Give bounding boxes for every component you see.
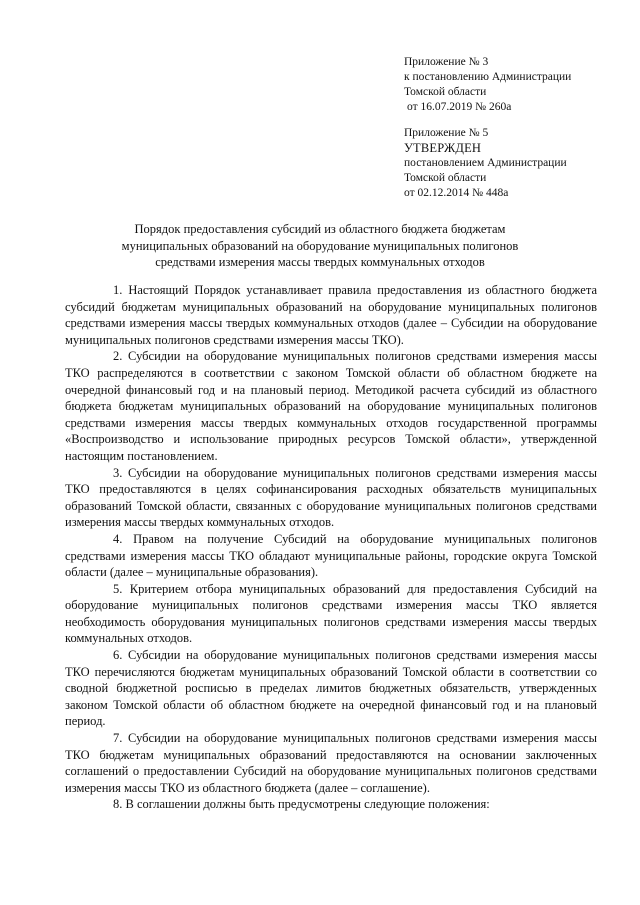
appendix-5-header xyxy=(404,126,567,201)
paragraph-8: 8. В соглашении должны быть предусмотрены следующие положения: xyxy=(113,797,490,812)
appendix-3-number: Приложение № 3 xyxy=(404,56,489,68)
title-line: Порядок предоставления субсидий из областного бюджета бюджетам xyxy=(134,222,506,236)
paragraph-2: 2. Субсидии на оборудование муниципальных полигонов средствами измерения массы ТКО распределяются в соответствии с законом Томской области об областном бюджете на очередной финансовый год и на плановый период. Методикой расчета субсидий из областного бюджета бюджетам муниципальных образований на оборудование муниципальных полигонов средствами измерения массы твердых коммунальных отходов государственной программы «Воспроизводство и использование природных ресурсов Томской области», утвержденной настоящим постановлением. xyxy=(65,349,597,463)
paragraph-4: 4. Правом на получение Субсидий на оборудование муниципальных полигонов средствами измерения массы ТКО обладают муниципальные районы, городские округа Томской области (далее – муниципальные образования). xyxy=(65,531,597,580)
paragraph-5: 5. Критерием отбора муниципальных образований для предоставления Субсидий на оборудование муниципальных полигонов средствами измерения массы ТКО является необходимость оборудования муниципальных полигонов средствами измерения массы твердых коммунальных отходов. xyxy=(65,581,597,646)
appendix-3-reference: к постановлению Администрации xyxy=(404,71,572,83)
appendix-3-header xyxy=(404,55,571,115)
paragraph-7: 7. Субсидии на оборудование муниципальных полигонов средствами измерения массы ТКО бюджетам муниципальных образований предоставляются на основании заключенных соглашений о предоставлении Субсидий на оборудование муниципальных полигонов средствами измерения массы ТКО из областного бюджета (далее – соглашение). xyxy=(65,731,597,795)
appendix-3-date: от 16.07.2019 № 260а xyxy=(407,101,512,113)
paragraph-6: 6. Субсидии на оборудование муниципальных полигонов средствами измерения массы ТКО перечисляются бюджетам муниципальных образований Томской области в соответствии со сводной бюджетной росписью в пределах лимитов бюджетных обязательств, утвержденных законом Томской области об областном бюджете на очередной финансовый год и на плановый период. xyxy=(65,648,597,729)
approved-label: УТВЕРЖДЕН xyxy=(404,141,482,155)
title-line: муниципальных образований на оборудование муниципальных полигонов xyxy=(121,238,519,253)
title-line: средствами измерения массы твердых коммунальных отходов xyxy=(155,255,485,269)
document-title xyxy=(60,221,580,271)
appendix-5-reference: постановлением Администрации xyxy=(404,157,567,169)
paragraph-1: 1. Настоящий Порядок устанавливает правила предоставления из областного бюджета субсидий бюджетам муниципальных образований на оборудование муниципальных полигонов средствами измерения массы твердых коммунальных отходов (далее – Субсидии на оборудование муниципальных полигонов средствами измерения массы ТКО). xyxy=(65,283,597,347)
appendix-5-number: Приложение № 5 xyxy=(404,127,489,139)
appendix-3-region: Томской области xyxy=(404,86,487,98)
paragraph-3: 3. Субсидии на оборудование муниципальных полигонов средствами измерения массы ТКО предоставляются в целях софинансирования расходных обязательств муниципальных образований Томской области, связанных с оборудование муниципальных полигонов средствами измерения массы твердых коммунальных отходов. xyxy=(65,465,597,530)
appendix-5-region: Томской области xyxy=(404,172,487,184)
appendix-5-date: от 02.12.2014 № 448а xyxy=(404,187,509,199)
document-body xyxy=(65,282,597,813)
